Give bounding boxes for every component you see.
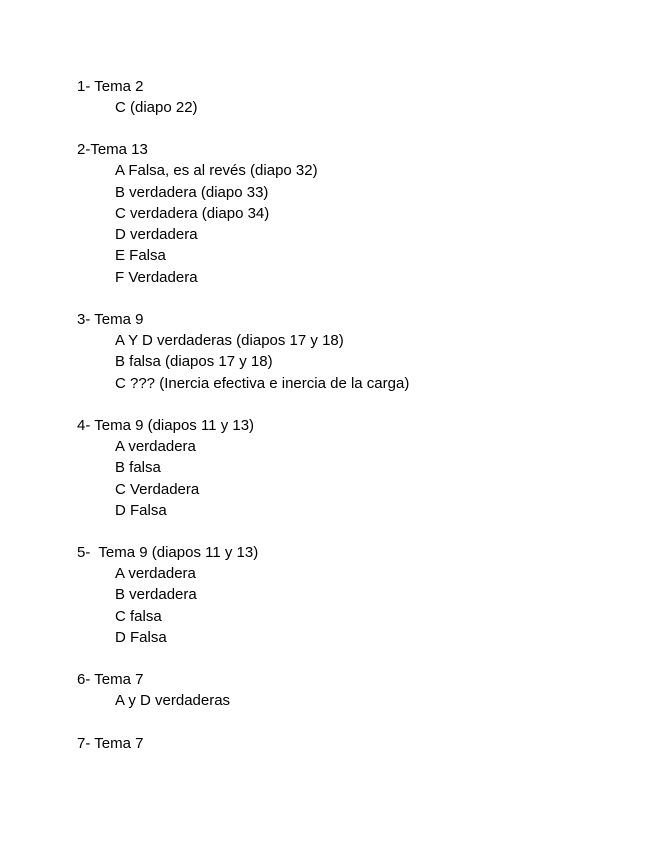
answer-item: C verdadera (diapo 34)	[115, 204, 270, 222]
answer-item: A verdadera	[115, 437, 196, 455]
answer-item: D verdadera	[115, 226, 198, 244]
section-heading: 4- Tema 9 (diapos 11 y 13)	[77, 416, 255, 434]
answer-item: F Verdadera	[115, 268, 198, 286]
answer-item: C ??? (Inercia efectiva e inercia de la carga)	[115, 374, 410, 392]
answer-item: C (diapo 22)	[115, 99, 198, 116]
answer-item: C falsa	[115, 607, 162, 625]
section-heading: 1- Tema 2	[77, 78, 144, 95]
answer-item: B falsa	[115, 459, 161, 477]
document-content	[77, 76, 637, 775]
answer-item: A Falsa, es al revés (diapo 32)	[115, 162, 318, 180]
answer-section-4	[77, 415, 637, 521]
answer-item: B falsa (diapos 17 y 18)	[115, 353, 273, 371]
answer-item: A Y D verdaderas (diapos 17 y 18)	[115, 332, 344, 350]
answer-item: B verdadera	[115, 586, 197, 604]
section-heading: 7- Tema 7	[77, 734, 144, 752]
section-heading: 2-Tema 13	[77, 141, 148, 159]
answer-item: D Falsa	[115, 501, 167, 519]
answer-section-3	[77, 309, 637, 394]
answer-item: C Verdadera	[115, 480, 200, 498]
answer-section-2	[77, 139, 637, 288]
answer-section-1	[77, 76, 637, 118]
answer-item: A y D verdaderas	[115, 692, 231, 710]
answer-section-7	[77, 733, 637, 754]
answer-section-6	[77, 669, 637, 711]
section-heading: 6- Tema 7	[77, 671, 144, 689]
answer-item: A verdadera	[115, 565, 196, 583]
answer-item: E Falsa	[115, 247, 166, 265]
answer-item: B verdadera (diapo 33)	[115, 183, 269, 201]
answer-item: D Falsa	[115, 629, 167, 647]
section-heading: 5- Tema 9 (diapos 11 y 13)	[77, 544, 259, 562]
section-heading: 3- Tema 9	[77, 311, 144, 329]
answer-section-5	[77, 542, 637, 648]
